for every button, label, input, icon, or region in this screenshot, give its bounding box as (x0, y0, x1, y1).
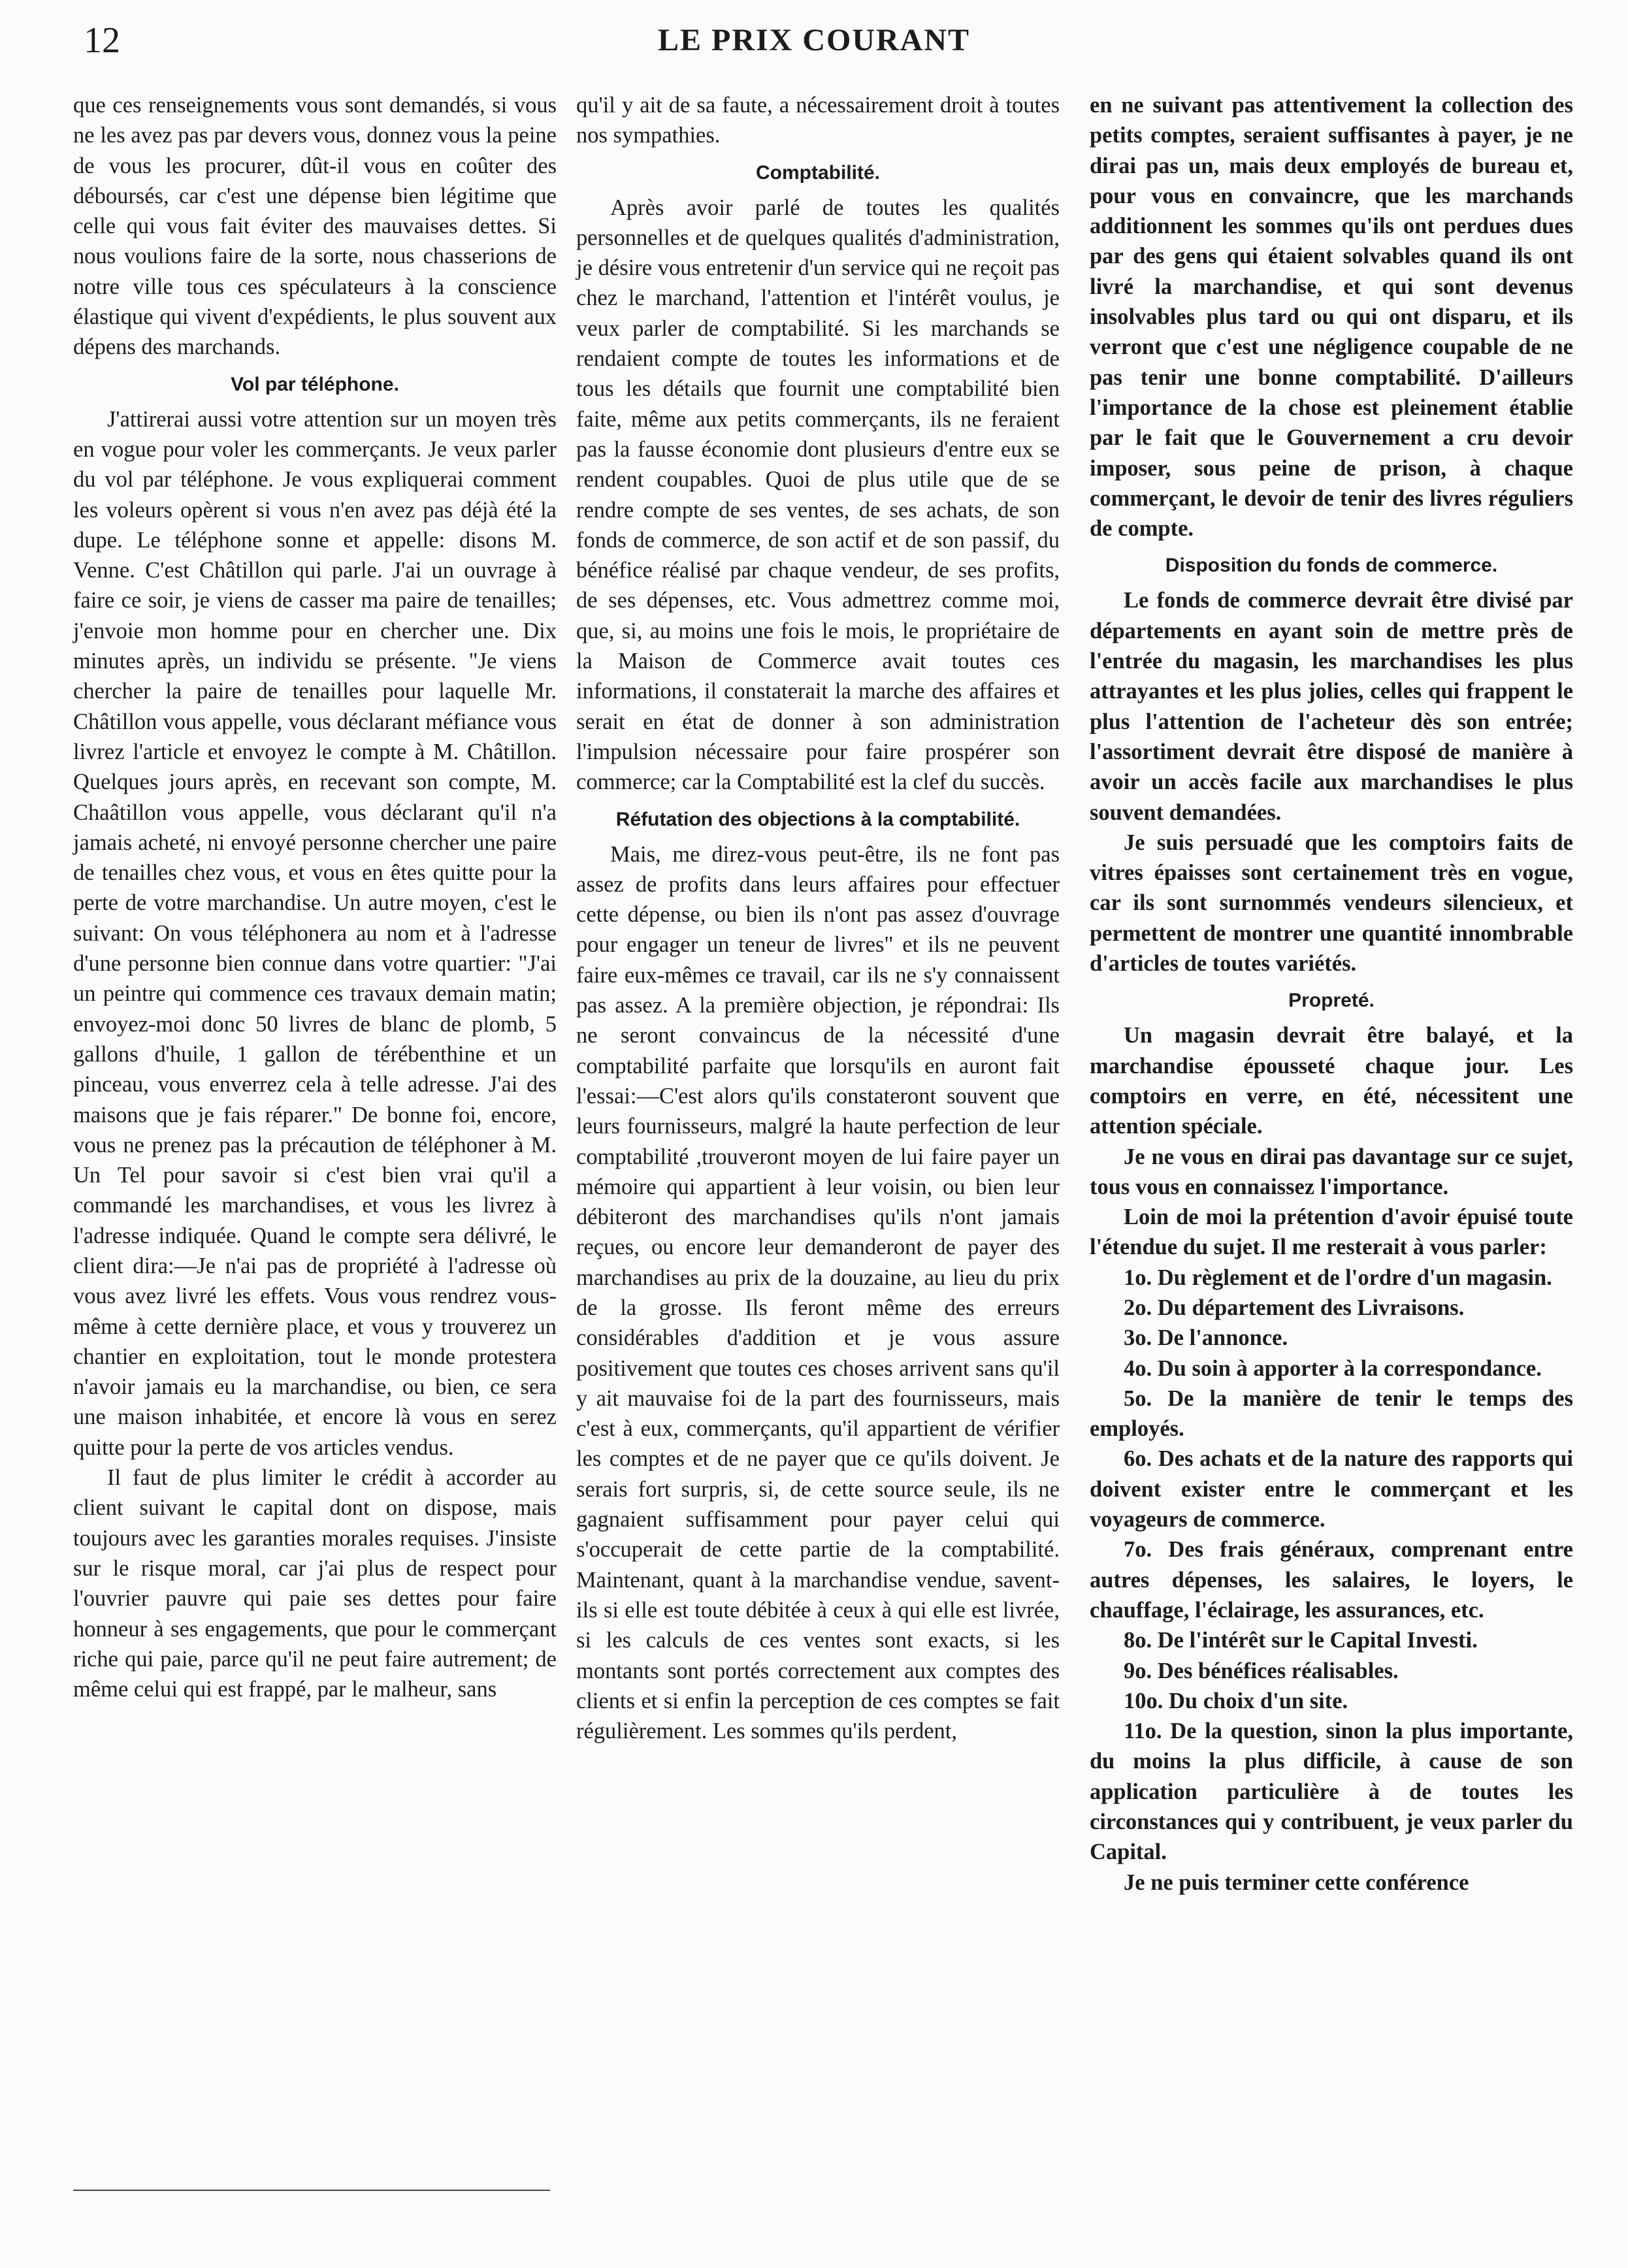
list-item: 3o. De l'annonce. (1124, 1325, 1288, 1351)
journal-title: LE PRIX COURANT (657, 23, 971, 57)
paragraph: Après avoir parlé de toutes les qualités personnelles et de quelques qualités d'administration, je désire vous entretenir d'un service qui ne reçoit pas chez le marchand, l'attention et l'intérêt voulus, je veux parler de comptabilité. Si les marchands se rendaient compte de toutes les informations et de tous les détails que fournit une comptabilité bien faite, même aux petits commerçants, ils ne feraient pas la fausse économie dont plusieurs d'entre eux se rendent coupables. Quoi de plus utile que de se rendre compte de ses ventes, de ses achats, de son fonds de commerce, de son actif et de son passif, du bénéfice réalisé par chaque vendeur, de ses profits, de ses dépenses, etc. Vous admettrez comme moi, que, si, au moins une fois le mois, le propriétaire de la Maison de Commerce avait toutes ces informations, il constaterait la marche des affaires et serait en état de donner à son administration l'impulsion nécessaire pour faire prospérer son commerce; car la Comptabilité est la clef du succès. (576, 195, 1060, 795)
paragraph: Le fonds de commerce devrait être divisé par départements en ayant soin de mettre près de l'entrée du magasin, les marchandises les plus attrayantes et les plus jolies, celles qui frappent le plus l'attention de l'acheteur dès son entrée; l'assortiment devrait être disposé de manière à avoir un accès facile aux marchandises le plus souvent demandées. (1090, 588, 1573, 825)
list-item: 5o. De la manière de tenir le temps des employés. (1090, 1385, 1573, 1442)
list-item: 8o. De l'intérêt sur le Capital Investi. (1124, 1628, 1478, 1653)
text-column-1 (73, 90, 557, 1704)
section-heading-vol-par-telephone: Vol par téléphone. (231, 373, 399, 395)
page-header (0, 0, 1628, 72)
paragraph: Mais, me direz-vous peut-être, ils ne font pas assez de profits dans leurs affaires pour effectuer cette dépense, ou bien ils n'ont pas assez d'ouvrage pour engager un teneur de livres" et ils ne peuvent faire eux-mêmes ce travail, car ils ne s'y connaissent pas assez. A la première objection, je répondrai: Ils ne seront convaincus de la nécessité d'une comptabilité parfaite que lorsqu'ils en auront fait l'essai:—C'est alors qu'ils constateront souvent que leurs fournisseurs, malgré la haute perfection de leur comptabilité ,trouveront moyen de lui faire payer un mémoire qui appartient à leur voisin, ou bien leur débiteront des marchandises qu'ils n'ont jamais reçues, ou encore leur demanderont de payer des marchandises au prix de la douzaine, au lieu du prix de la grosse. Ils feront même des erreurs considérables d'addition et je vous assure positivement que toutes ces choses arrivent sans qu'il y ait mauvaise foi de la part des fournisseurs, mais c'est à eux, commerçants, qu'il appartient de vérifier les comptes et de ne payer que ce qu'ils doivent. Je serais fort surpris, si, de cette source seule, ils ne gagnaient suffisamment pour payer celui qui s'occuperait de cette partie de la comptabilité. Maintenant, quant à la marchandise vendue, savent-ils si elle est toute débitée à ceux à qui elle est livrée, si les calculs de ces ventes sont exacts, si les montants sont portés correctement aux comptes des clients et si enfin la perception de ces comptes se fait régulièrement. Les sommes qu'ils perdent, (576, 841, 1060, 1744)
paragraph: Je ne puis terminer cette conférence (1124, 1870, 1469, 1895)
page-number: 12 (84, 20, 120, 61)
list-item: 2o. Du département des Livraisons. (1124, 1295, 1465, 1320)
section-heading-refutation: Réfutation des objections à la comptabilité. (615, 808, 1020, 830)
paragraph: J'attirerai aussi votre attention sur un moyen très en vogue pour voler les commerçants. Je veux parler du vol par téléphone. Je vous expliquerai comment les voleurs opèrent si vous n'en avez pas déjà été la dupe. Le téléphone sonne et appelle: disons M. Venne. C'est Châtillon qui parle. J'ai un ouvrage à faire ce soir, je viens de casser ma paire de tenailles; j'envoie mon homme pour en chercher une. Dix minutes après, un individu se présente. "Je viens chercher la paire de tenailles pour laquelle Mr. Châtillon vous appelle, vous déclarant méfiance vous livrez l'article et envoyez le compte à M. Châtillon. Quelques jours après, en recevant son compte, M. Chaâtillon vous appelle, vous déclarant qu'il n'a jamais acheté, ni envoyé personne chercher une paire de tenailles chez vous, et vous en êtes quitte pour la perte de votre marchandise. Un autre moyen, c'est le suivant: On vous téléphonera au nom et à l'adresse d'une personne bien connue dans votre quartier: "J'ai un peintre qui commence ces travaux demain matin; envoyez-moi donc 50 livres de blanc de plomb, 5 gallons d'huile, 1 gallon de térébenthine et un pinceau, vous enverrez cela à telle adresse. J'ai des maisons que je fais réparer." De bonne foi, encore, vous ne prenez pas la précaution de téléphoner à M. Un Tel pour savoir si c'est bien vrai qu'il a commandé les marchandises, et vous les livrez à l'adresse indiquée. Quand le compte sera délivré, le client dira:—Je n'ai pas de propriété à l'adresse où vous avez livré les effets. Vous vous rendrez vous-même à cette dernière place, et vous y trouverez un chantier en exploitation, tout le monde protestera n'avoir jamais eu la marchandise, ou bien, ce sera une maison inhabitée, et encore là vous en serez quitte pour la perte de vos articles vendus. (73, 406, 557, 1460)
paragraph: qu'il y ait de sa faute, a nécessairement droit à toutes nos sympathies. (576, 93, 1060, 148)
text-column-2 (576, 90, 1060, 1746)
list-item: 1o. Du règlement et de l'ordre d'un magasin. (1124, 1265, 1552, 1290)
paragraph: Il faut de plus limiter le crédit à accorder au client suivant le capital dont on dispose, mais toujours avec les garanties morales requises. J'insiste sur le risque moral, car j'ai plus de respect pour l'ouvrier pauvre qui paie ses dettes pour faire honneur à ses engagements, que pour le commerçant riche qui paie, parce qu'il ne peut faire autrement; de même celui qui est frappé, par le malheur, sans (73, 1465, 557, 1702)
text-column-3 (1090, 90, 1573, 1898)
list-item: 10o. Du choix d'un site. (1124, 1688, 1348, 1713)
paragraph: Loin de moi la prétention d'avoir épuisé toute l'étendue du sujet. Il me resterait à vous parler: (1090, 1205, 1573, 1260)
paragraph: Je suis persuadé que les comptoirs faits de vitres épaisses sont certainement très en vogue, car ils sont surnommés vendeurs silencieux, et permettent de montrer une quantité innombrable d'articles de toutes variétés. (1090, 830, 1573, 977)
section-heading-comptabilite: Comptabilité. (755, 161, 880, 184)
section-heading-disposition: Disposition du fonds de commerce. (1165, 555, 1498, 577)
list-item: 9o. Des bénéfices réalisables. (1124, 1658, 1399, 1683)
paragraph: Je ne vous en dirai pas davantage sur ce sujet, tous vous en connaissez l'importance. (1090, 1144, 1573, 1199)
list-item: 11o. De la question, sinon la plus importante, du moins la plus difficile, à cause de son application particulière à de toutes les circonstances qui y contribuent, je veux parler du Capital. (1090, 1719, 1573, 1865)
section-heading-proprete: Propreté. (1288, 990, 1375, 1012)
footer-rule (73, 2190, 550, 2191)
paragraph: Un magasin devrait être balayé, et la marchandise épousseté chaque jour. Les comptoirs en verre, en été, nécessitent une attention spéciale. (1090, 1023, 1573, 1139)
paragraph: en ne suivant pas attentivement la collection des petits comptes, seraient suffisantes à payer, je ne dirai pas un, mais deux employés de bureau et, pour vous en convaincre, que les marchands additionnent les sommes qu'ils ont perdues dues par des gens qui étaient solvables quand ils ont livré la marchandise, et qui sont devenus insolvables plus tard ou qui ont disparu, et ils verront que c'est une négligence coupable de ne pas tenir une bonne comptabilité. D'ailleurs l'importance de la chose est pleinement établie par le fait que le Gouvernement a cru devoir imposer, sous peine de prison, à chaque commerçant, le devoir de tenir des livres réguliers de compte. (1090, 93, 1573, 542)
list-item: 6o. Des achats et de la nature des rapports qui doivent exister entre le commerçant et les voyageurs de commerce. (1090, 1446, 1573, 1532)
paragraph: que ces renseignements vous sont demandés, si vous ne les avez pas par devers vous, donnez vous la peine de vous les procurer, dût-il vous en coûter des déboursés, car c'est une dépense bien légitime que celle qui vous fait éviter des mauvaises dettes. Si nous voulions faire de la sorte, nous chasserions de notre ville tous ces spéculateurs à la conscience élastique qui vivent d'expédients, le plus souvent aux dépens des marchands. (73, 93, 557, 360)
list-item: 7o. Des frais généraux, comprenant entre autres dépenses, les salaires, le loyers, le chauffage, l'éclairage, les assurances, etc. (1090, 1537, 1573, 1623)
list-item: 4o. Du soin à apporter à la correspondance. (1124, 1355, 1542, 1381)
